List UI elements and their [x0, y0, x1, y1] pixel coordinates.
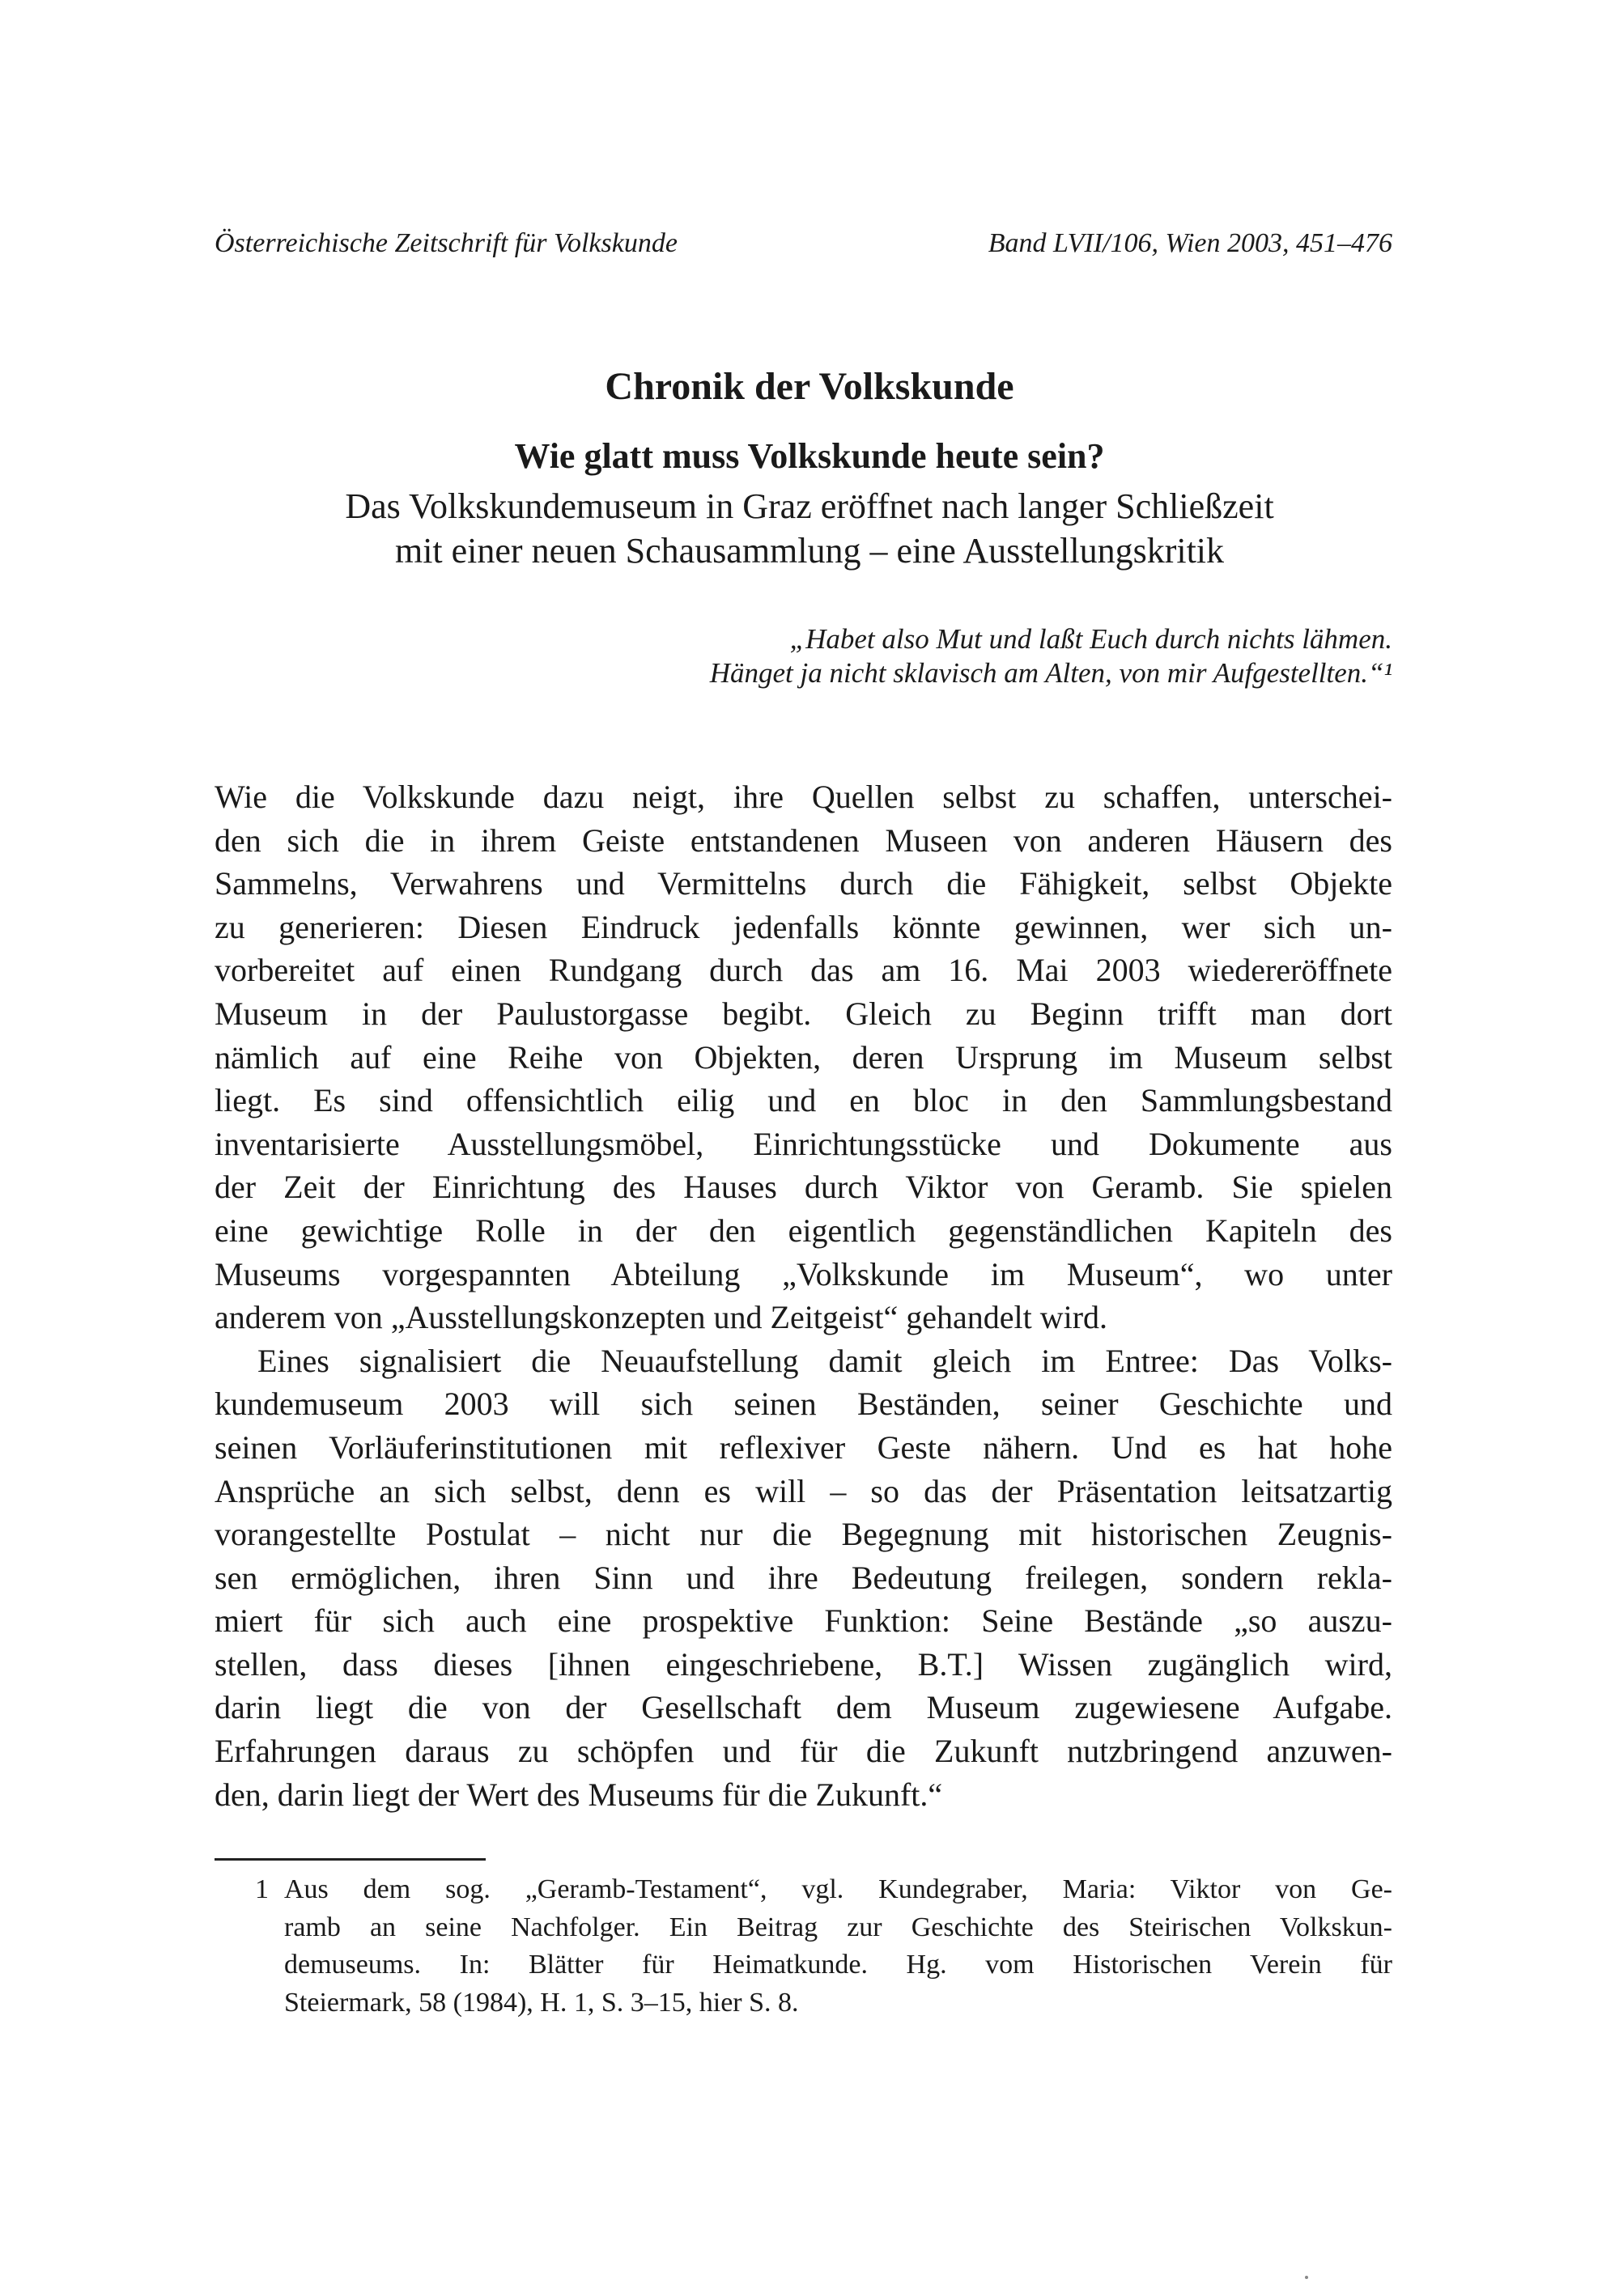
body-line: zu generieren: Diesen Eindruck jedenfalls könnte gewinnen, wer sich un-	[215, 908, 1392, 945]
body-line: Ansprüche an sich selbst, denn es will – so das der Präsentation leitsatzartig	[215, 1472, 1392, 1509]
body-line: nämlich auf eine Reihe von Objekten, deren Ursprung im Museum selbst	[215, 1038, 1392, 1076]
body-line: eine gewichtige Rolle in der den eigentlich gegenständlichen Kapiteln des	[215, 1212, 1392, 1249]
scan-speck	[1305, 2276, 1308, 2279]
paragraph	[215, 1339, 1392, 1817]
body-line: anderem von „Ausstellungskonzepten und Zeitgeist“ gehandelt wird.	[215, 1299, 1108, 1336]
body-line: sen ermöglichen, ihren Sinn und ihre Bedeutung freilegen, sondern rekla-	[215, 1559, 1392, 1596]
body-line: darin liegt die von der Gesellschaft dem Museum zugewiesene Aufgabe.	[215, 1689, 1392, 1726]
epigraph-line: Hänget ja nicht sklavisch am Alten, von mir Aufgestellten.“¹	[709, 657, 1392, 689]
body-line: Eines signalisiert die Neuaufstellung damit gleich im Entree: Das Volks-	[257, 1342, 1392, 1379]
footnote-divider	[215, 1858, 486, 1861]
body-text	[215, 775, 1392, 1816]
body-line: Erfahrungen daraus zu schöpfen und für die Zukunft nutzbringend anzuwen-	[215, 1733, 1392, 1770]
body-line: den, darin liegt der Wert des Museums für die Zukunft.“	[215, 1776, 943, 1813]
article-subtitle-line: Das Volkskundemuseum in Graz eröffnet nach langer Schließzeit	[345, 486, 1274, 526]
body-line: stellen, dass dieses [ihnen eingeschriebene, B.T.] Wissen zugänglich wird,	[215, 1645, 1392, 1683]
volume-info: Band LVII/106, Wien 2003, 451–476	[988, 228, 1392, 258]
footnote	[215, 1871, 1392, 2022]
paragraph	[215, 775, 1392, 1339]
body-line: Sammelns, Verwahrens und Vermittelns durch die Fähigkeit, selbst Objekte	[215, 865, 1392, 902]
section-title: Chronik der Volkskunde	[605, 365, 1014, 408]
article-subtitle-line: mit einer neuen Schausammlung – eine Ausstellungskritik	[394, 531, 1225, 571]
footnote-line: Aus dem sog. „Geramb-Testament“, vgl. Kundegraber, Maria: Viktor von Ge-	[284, 1874, 1392, 1904]
body-line: vorangestellte Postulat – nicht nur die Begegnung mit historischen Zeugnis-	[215, 1516, 1392, 1553]
footnote-line: ramb an seine Nachfolger. Ein Beitrag zur Geschichte des Steirischen Volkskun-	[284, 1912, 1392, 1942]
footnote-line: demuseums. In: Blätter für Heimatkunde. Hg. vom Historischen Verein für	[284, 1950, 1392, 1980]
body-line: miert für sich auch eine prospektive Funktion: Seine Bestände „so auszu-	[215, 1602, 1392, 1640]
body-line: den sich die in ihrem Geiste entstandenen Museen von anderen Häusern des	[215, 821, 1392, 859]
footnote-line: Steiermark, 58 (1984), H. 1, S. 3–15, hier S. 8.	[284, 1987, 799, 2018]
body-line: Wie die Volkskunde dazu neigt, ihre Quellen selbst zu schaffen, unterschei-	[215, 779, 1392, 815]
footnote-text	[284, 1871, 1392, 2022]
body-line: Museum in der Paulustorgasse begibt. Gleich zu Beginn trifft man dort	[215, 995, 1392, 1032]
journal-name: Österreichische Zeitschrift für Volkskunde	[215, 228, 678, 258]
running-header	[215, 228, 1392, 259]
footnote-number: 1	[255, 1874, 269, 1904]
body-line: der Zeit der Einrichtung des Hauses durch Viktor von Geramb. Sie spielen	[215, 1169, 1392, 1206]
body-line: Museums vorgespannten Abteilung „Volkskunde im Museum“, wo unter	[215, 1255, 1392, 1292]
epigraph-line: „Habet also Mut und laßt Euch durch nichts lähmen.	[789, 623, 1392, 655]
body-line: liegt. Es sind offensichtlich eilig und en bloc in den Sammlungsbestand	[215, 1082, 1392, 1119]
body-line: vorbereitet auf einen Rundgang durch das am 16. Mai 2003 wiedereröffnete	[215, 952, 1392, 989]
body-line: seinen Vorläuferinstitutionen mit reflexiver Geste nähern. Und es hat hohe	[215, 1428, 1392, 1466]
body-line: inventarisierte Ausstellungsmöbel, Einrichtungsstücke und Dokumente aus	[215, 1125, 1392, 1162]
body-line: kundemuseum 2003 will sich seinen Beständen, seiner Geschichte und	[215, 1386, 1392, 1423]
article-title: Wie glatt muss Volkskunde heute sein?	[514, 436, 1105, 476]
